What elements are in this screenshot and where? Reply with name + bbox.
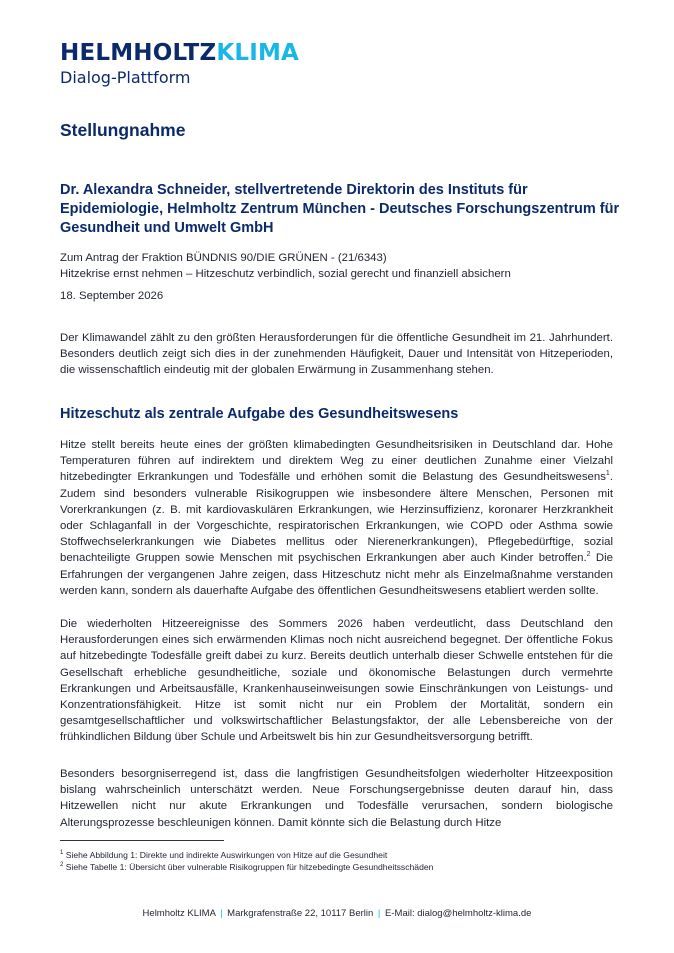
helmholtz-klima-logo xyxy=(60,39,299,88)
body-paragraph-2: Die wiederholten Hitzeereignisse des Sommers 2026 haben verdeutlicht, dass Deutschland den Herausforderungen eines sich erwärmenden Klimas noch nicht ausreichend begegnet. Der öffentliche Fokus auf hitzebedingte Todesfälle greift dabei zu kurz. Bereits deutlich unterhalb dieser Schwelle entstehen für die Gesellschaft erhebliche gesundheitliche, soziale und ökonomische Belastungen durch vermehrte Erkrankungen und Arbeitsausfälle, Krankenhauseinweisungen sowie Einschränkungen von Leistungs- und Konzentrationsfähigkeit. Hitze ist somit nicht nur ein Problem der Mortalität, sondern ein gesamtgesellschaftlicher und volkswirtschaftlicher Belastungsfaktor, der alle Lebensbereiche von der frühkindlichen Bildung über Schule und Arbeitswelt bis hin zur Gesundheitsversorgung betrifft. xyxy=(60,618,613,744)
page-footer xyxy=(0,908,674,919)
paragraph-text: . Zudem sind besonders vulnerable Risikogruppen wie insbesondere ältere Menschen, Personen mit Vorerkrankungen (z. B. mit kardiovaskulären Erkrankungen, wie Herzinsuffizienz, koronarer Herzkrankheit oder Schlaganfall in der Vorgeschichte, respiratorischen Erkrankungen, wie COPD oder Asthma sowie Stoffwechselerkrankungen wie Diabetes mellitus oder Nierenerkrankungen), Pflegebedürftige, sozial benachteiligte Gruppen sowie Menschen mit psychischen Erkrankungen aber auch Kinder betroffen. xyxy=(60,471,613,565)
footnote-ref-1[interactable]: 1 xyxy=(605,470,610,478)
section-heading: Hitzeschutz als zentrale Aufgabe des Gesundheitswesens xyxy=(60,406,459,422)
footer-separator: | xyxy=(377,908,381,919)
footnote-1 xyxy=(60,849,433,861)
body-paragraph-3: Besonders besorgniserregend ist, dass die langfristigen Gesundheitsfolgen wiederholter Hitzeexposition bislang wahrscheinlich unterschätzt werden. Neue Forschungsergebnisse deuten darauf hin, dass Hitzewellen nicht nur akute Erkrankungen und Todesfälle verursachen, sondern biologische Alterungsprozesse beschleunigen können. Damit könnte sich die Belastung durch Hitze xyxy=(60,768,613,829)
footnote-mark: 2 xyxy=(60,862,64,869)
footnote-2 xyxy=(60,861,433,873)
paragraph-text: Hitze stellt bereits heute eines der größten klimabedingten Gesundheitsrisiken in Deutschland dar. Hohe Temperaturen führen auf indirektem und direktem Weg zu einer deutlichen Zunahme einer Vielzahl hitzebedingter Erkrankungen und Todesfälle und erhöhen somit die Belastung des Gesundheitswesens xyxy=(60,439,613,484)
logo-part-helmholtz: HELMHOLTZ xyxy=(60,40,217,66)
footnote-text: Siehe Tabelle 1: Übersicht über vulnerable Risikogruppen für hitzebedingte Gesundheitsschäden xyxy=(63,862,434,872)
logo-part-klima: KLIMA xyxy=(216,40,300,66)
body-paragraph-1 xyxy=(60,437,613,599)
motion-info xyxy=(60,250,630,282)
footer-address: Markgrafenstraße 22, 10117 Berlin xyxy=(227,908,374,919)
footnotes xyxy=(60,849,433,873)
footer-org: Helmholtz KLIMA xyxy=(142,908,216,919)
footer-separator: | xyxy=(220,908,223,919)
intro-paragraph: Der Klimawandel zählt zu den größten Herausforderungen für die öffentliche Gesundheit im 21. Jahrhundert. Besonders deutlich zeigt sich dies in der zunehmenden Häufigkeit, Dauer und Intensität von Hitzeperioden, die wissenschaftlich eindeutig mit der globalen Erwärmung in Zusammenhang stehen. xyxy=(60,332,613,377)
footnote-text: Siehe Abbildung 1: Direkte und indirekte Auswirkungen von Hitze auf die Gesundheit xyxy=(63,850,388,860)
logo-wordmark xyxy=(60,39,299,67)
paragraph-text: Die Erfahrungen der vergangenen Jahre zeigen, dass Hitzeschutz nicht mehr als Einzelmaßnahme verstanden werden kann, sondern als dauerhafte Aufgabe des öffentlichen Gesundheitswesens etabliert werden sollte. xyxy=(60,552,613,597)
speaker-heading: Dr. Alexandra Schneider, stellvertretende Direktorin des Instituts für Epidemiologie, Helmholtz Zentrum München - Deutsches Forschungszentrum für Gesundheit und Umwelt GmbH xyxy=(60,182,620,236)
logo-subtitle: Dialog-Plattform xyxy=(60,68,191,87)
footnote-divider xyxy=(60,840,224,841)
document-date: 18. September 2026 xyxy=(60,290,164,302)
footnote-ref-2[interactable]: 2 xyxy=(586,551,591,559)
motion-reference: Zum Antrag der Fraktion BÜNDNIS 90/DIE GRÜNEN - (21/6343) xyxy=(60,252,387,264)
motion-title: Hitzekrise ernst nehmen – Hitzeschutz verbindlich, sozial gerecht und finanziell absichern xyxy=(60,268,511,280)
document-type-heading: Stellungnahme xyxy=(60,120,186,140)
footnote-mark: 1 xyxy=(60,850,64,857)
footer-email-link[interactable]: E-Mail: dialog@helmholtz-klima.de xyxy=(385,908,532,919)
